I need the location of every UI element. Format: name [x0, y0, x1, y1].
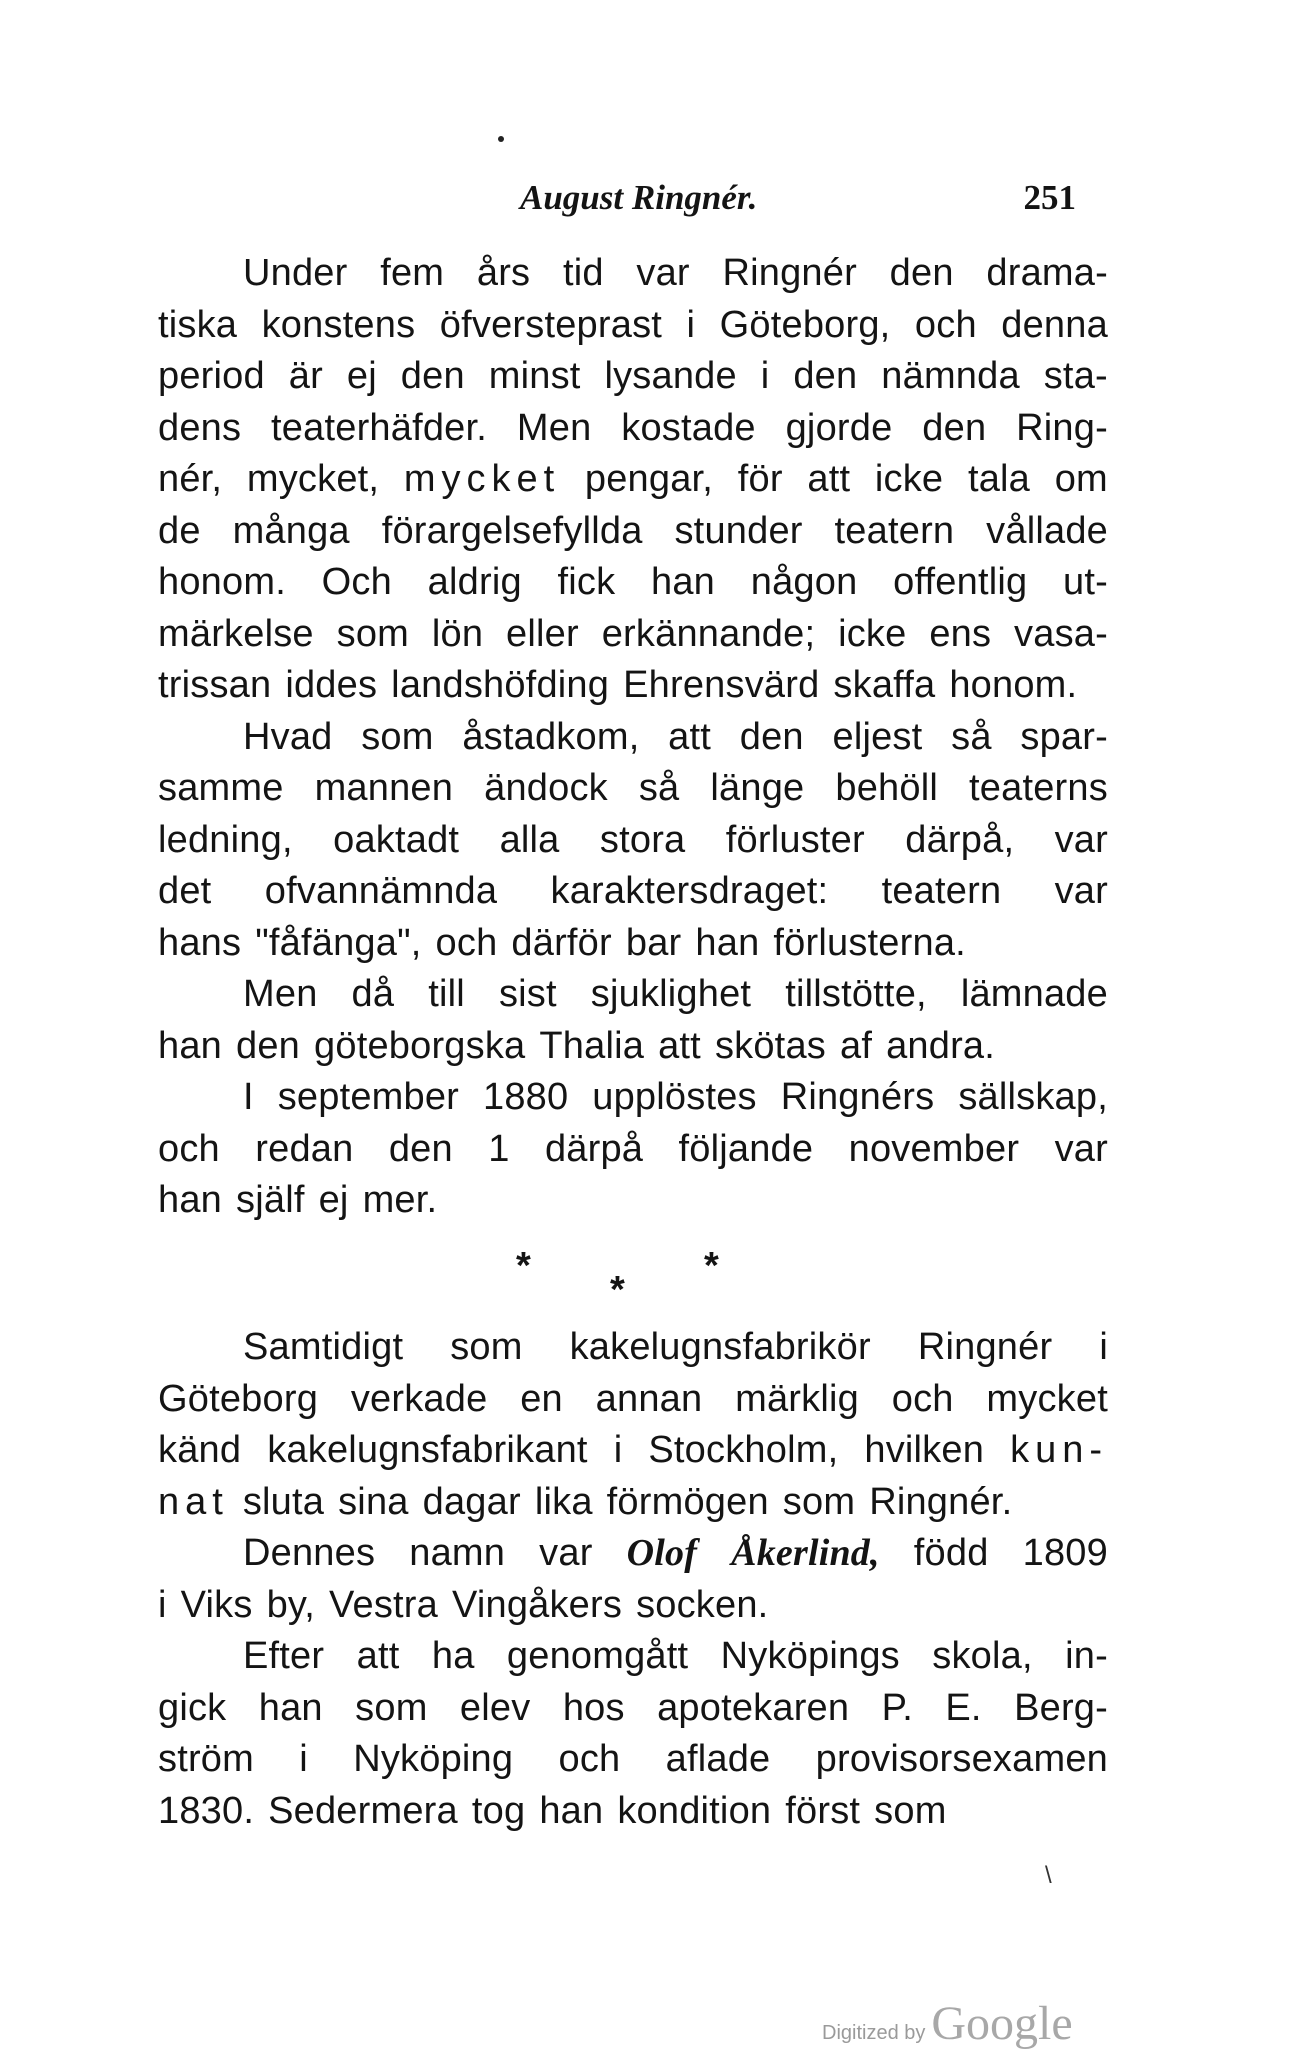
word: och: [158, 1127, 220, 1170]
word: följande: [678, 1127, 814, 1170]
text-line: [158, 1072, 1108, 1124]
word: Åkerlind,: [731, 1532, 880, 1574]
text-line: [158, 1786, 1108, 1838]
word: landshöfding: [391, 664, 610, 706]
separator-star: *: [704, 1245, 719, 1287]
word: var: [1054, 1127, 1108, 1170]
word: Ring-: [1016, 406, 1108, 449]
word: förluster: [725, 818, 865, 861]
word: upplöstes: [592, 1076, 757, 1118]
word: som: [361, 715, 434, 758]
word: Göteborg: [158, 1377, 319, 1420]
word: att: [668, 715, 712, 758]
word: förargelsefyllda: [381, 509, 643, 552]
word: var: [1054, 870, 1108, 912]
word: hos: [562, 1686, 625, 1729]
word: icke: [838, 612, 907, 655]
word: först: [785, 1789, 861, 1832]
word: Ringnér: [722, 252, 857, 294]
word: aldrig: [427, 561, 522, 603]
word: vasa-: [1014, 612, 1108, 655]
word: om: [1054, 458, 1108, 500]
word: han: [539, 1789, 604, 1832]
word: Nyköping: [353, 1738, 514, 1780]
word: Berg-: [1014, 1686, 1108, 1729]
word: års: [476, 252, 531, 294]
word: pengar,: [584, 458, 714, 500]
word: ut-: [1063, 561, 1108, 603]
word: därpå,: [905, 818, 1015, 861]
word: by,: [266, 1583, 316, 1626]
word: och: [435, 921, 498, 964]
word: Hvad: [243, 715, 333, 758]
word: den: [739, 715, 804, 758]
word: gjorde: [785, 406, 893, 449]
text-line: [158, 1425, 1108, 1477]
text-line: [158, 866, 1108, 918]
word: som: [336, 612, 410, 655]
running-head: [160, 178, 1100, 228]
word: så: [951, 715, 992, 758]
word: 1880: [482, 1076, 569, 1118]
text-line: [158, 969, 1108, 1021]
word: teatern: [834, 509, 955, 552]
word: socken.: [636, 1583, 769, 1626]
word: teatern: [881, 870, 1002, 912]
word: in-: [1065, 1635, 1108, 1677]
text-line: [158, 1021, 1108, 1073]
word: kakelugnsfabrikör: [569, 1326, 871, 1368]
word: ha: [431, 1635, 475, 1677]
word: stunder: [674, 509, 803, 552]
word: den: [236, 1024, 301, 1067]
word: öfversteprast: [439, 303, 663, 346]
word: i: [299, 1738, 308, 1780]
word: redan: [255, 1127, 354, 1170]
word: den: [793, 355, 858, 397]
word: att: [658, 1024, 701, 1067]
body-text-part2: [158, 1322, 1108, 1837]
word: därpå: [544, 1127, 644, 1170]
word: någon: [750, 561, 858, 603]
text-line: [158, 454, 1108, 506]
word: iddes: [285, 664, 378, 706]
word: Under: [243, 252, 348, 294]
word: de: [158, 509, 201, 552]
word: i: [613, 1429, 623, 1471]
word: sist: [498, 973, 557, 1015]
word: som: [874, 1789, 947, 1832]
word: det: [158, 870, 212, 912]
word: den: [889, 252, 954, 294]
word: den: [388, 1127, 453, 1170]
word: tid: [562, 252, 604, 294]
word: han: [258, 1686, 323, 1729]
word: åstadkom,: [462, 715, 640, 758]
word: hans: [158, 921, 242, 964]
text-line: [158, 1374, 1108, 1426]
word: teaterhäfder.: [271, 406, 488, 449]
word: mycket,: [246, 458, 380, 500]
word: honom.: [158, 561, 286, 603]
word: aflade: [665, 1738, 771, 1780]
text-line: [158, 660, 1108, 712]
word: Ringnér.: [869, 1480, 1013, 1523]
word: bar: [625, 921, 682, 964]
word: drama-: [986, 252, 1108, 294]
word: som: [450, 1326, 523, 1368]
text-line: [158, 712, 1108, 764]
word: annan: [595, 1377, 703, 1420]
word: Thalia: [539, 1024, 645, 1067]
word: behöll: [835, 767, 939, 809]
word: ej: [318, 1179, 349, 1221]
word: hvilken: [864, 1429, 985, 1471]
word: 1809: [1022, 1532, 1108, 1574]
word: Ehrensvärd: [623, 664, 820, 706]
word: vållade: [986, 509, 1108, 552]
word: ens: [929, 612, 992, 655]
word: så: [638, 767, 680, 809]
digitized-watermark: [822, 1996, 1073, 2051]
word: ström: [158, 1738, 254, 1780]
word: 1830.: [158, 1789, 255, 1832]
word: minst: [488, 355, 581, 397]
word: skola,: [932, 1635, 1033, 1677]
text-line: [158, 609, 1108, 661]
word: och: [891, 1377, 954, 1420]
word: provisorsexamen: [815, 1738, 1108, 1780]
word: Göteborg,: [719, 303, 891, 346]
word: skaffa: [833, 664, 936, 706]
word: spar-: [1020, 715, 1108, 758]
word: af: [839, 1024, 873, 1067]
word: karaktersdraget:: [550, 870, 829, 912]
section-separator: [500, 1245, 760, 1311]
word: var: [539, 1532, 593, 1574]
word: andra.: [886, 1024, 996, 1067]
word: att: [807, 458, 851, 500]
body-text-part1: [158, 248, 1108, 1227]
text-line: [158, 918, 1108, 970]
word: Men: [516, 406, 592, 449]
word: förlusterna.: [773, 921, 966, 964]
text-line: [158, 248, 1108, 300]
word: september: [277, 1076, 460, 1118]
word: märklig: [735, 1377, 859, 1420]
word: som: [782, 1480, 856, 1523]
separator-star: *: [516, 1245, 531, 1287]
word: gick: [158, 1686, 227, 1729]
word: och: [558, 1738, 621, 1780]
word: Ringnér: [917, 1326, 1053, 1368]
text-line: [158, 557, 1108, 609]
word: var: [636, 252, 690, 294]
word: märkelse: [158, 612, 314, 655]
word: tog: [471, 1789, 526, 1832]
word: han: [158, 1179, 223, 1221]
word: Olof: [626, 1532, 698, 1574]
word: elev: [459, 1686, 531, 1729]
word: den: [400, 355, 465, 397]
word: i: [158, 1583, 167, 1626]
word: fem: [380, 252, 445, 294]
word: i: [686, 303, 696, 346]
word: Vingåkers: [451, 1583, 623, 1626]
word: Viks: [180, 1583, 253, 1626]
word: han: [158, 1024, 223, 1067]
word: tiska: [158, 303, 238, 346]
word: stora: [599, 818, 686, 861]
word: 1: [488, 1127, 510, 1170]
word: till: [428, 973, 465, 1015]
word: sjuklighet: [590, 973, 752, 1015]
word: Men: [243, 973, 318, 1015]
digitized-label: Digitized by: [822, 2022, 926, 2044]
word: konstens: [261, 303, 416, 346]
word: namn: [409, 1532, 506, 1574]
word: därför: [511, 921, 612, 964]
word: fick: [557, 561, 616, 603]
word: var: [1054, 818, 1108, 861]
word: I: [243, 1076, 254, 1118]
word: Stockholm,: [648, 1429, 839, 1471]
word: Nyköpings: [720, 1635, 900, 1677]
word: kakelugnsfabrikant: [267, 1429, 588, 1471]
text-line: [158, 1580, 1108, 1632]
text-line: [158, 1683, 1108, 1735]
word: han: [695, 921, 760, 964]
word: Dennes: [243, 1532, 376, 1574]
word: lika: [534, 1480, 593, 1523]
word: sina: [338, 1480, 409, 1523]
word: trissan: [158, 664, 272, 706]
word: förmögen: [606, 1480, 769, 1523]
word: nat: [158, 1480, 229, 1523]
ink-speck: [498, 136, 504, 142]
word: Ringnérs: [780, 1076, 935, 1118]
word: själf: [236, 1179, 305, 1221]
word: Sedermera: [268, 1789, 458, 1832]
separator-star: *: [610, 1269, 625, 1311]
word: sluta: [242, 1480, 325, 1523]
stray-mark: \: [1045, 1862, 1052, 1889]
word: ändock: [484, 767, 608, 809]
word: genomgått: [506, 1635, 689, 1677]
word: mycket: [403, 458, 561, 500]
word: känd: [158, 1429, 242, 1471]
word: och: [914, 303, 977, 346]
word: nér,: [158, 458, 223, 500]
word: kondition: [617, 1789, 772, 1832]
word: en: [520, 1377, 563, 1420]
word: lämnade: [960, 973, 1108, 1015]
text-line: [158, 1528, 1108, 1580]
word: lön: [431, 612, 484, 655]
word: lysande: [604, 355, 737, 397]
word: verkade: [350, 1377, 488, 1420]
text-line: [158, 1631, 1108, 1683]
word: honom.: [949, 664, 1078, 706]
word: tillstötte,: [785, 973, 927, 1015]
text-line: [158, 300, 1108, 352]
word: dagar: [422, 1480, 521, 1523]
text-line: [158, 351, 1108, 403]
page-number: 251: [1023, 178, 1076, 217]
word: sta-: [1043, 355, 1108, 397]
word: Samtidigt: [243, 1326, 404, 1368]
google-logo: Google: [931, 1997, 1073, 2050]
word: Vestra: [329, 1583, 438, 1626]
text-line: [158, 1477, 1108, 1529]
word: eljest: [832, 715, 923, 758]
word: november: [848, 1127, 1020, 1170]
word: mer.: [362, 1179, 438, 1221]
word: kun-: [1010, 1429, 1108, 1471]
word: offentlig: [893, 561, 1028, 603]
word: i: [760, 355, 770, 397]
word: denna: [1001, 303, 1108, 346]
word: tala: [967, 458, 1031, 500]
word: teaterns: [969, 767, 1108, 809]
text-line: [158, 1734, 1108, 1786]
word: kostade: [621, 406, 756, 449]
word: ofvannämnda: [264, 870, 498, 912]
word: i: [1099, 1326, 1108, 1368]
text-line: [158, 763, 1108, 815]
word: skötas: [714, 1024, 826, 1067]
word: samme: [158, 767, 284, 809]
word: apotekaren: [657, 1686, 850, 1729]
word: icke: [874, 458, 944, 500]
word: ledning,: [158, 818, 293, 861]
word: som: [355, 1686, 428, 1729]
text-line: [158, 1175, 1108, 1227]
text-line: [158, 1322, 1108, 1374]
word: erkännande;: [601, 612, 816, 655]
word: P.: [881, 1686, 913, 1729]
text-line: [158, 403, 1108, 455]
word: då: [351, 973, 395, 1015]
word: "fåfänga",: [255, 921, 422, 964]
word: den: [922, 406, 987, 449]
word: ej: [346, 355, 377, 397]
word: länge: [710, 767, 805, 809]
running-title: August Ringnér.: [520, 178, 758, 217]
word: han: [651, 561, 716, 603]
word: nämnda: [881, 355, 1020, 397]
word: mycket: [986, 1377, 1108, 1420]
word: alla: [499, 818, 560, 861]
word: född: [913, 1532, 989, 1574]
text-line: [158, 815, 1108, 867]
word: period: [158, 355, 265, 397]
word: dens: [158, 406, 242, 449]
word: att: [356, 1635, 400, 1677]
word: Och: [321, 561, 392, 603]
word: många: [232, 509, 350, 552]
word: är: [288, 355, 323, 397]
text-line: [158, 506, 1108, 558]
word: E.: [945, 1686, 982, 1729]
word: sällskap,: [958, 1076, 1108, 1118]
word: göteborgska: [314, 1024, 526, 1067]
word: Efter: [243, 1635, 325, 1677]
word: mannen: [314, 767, 454, 809]
word: oaktadt: [333, 818, 460, 861]
text-line: [158, 1124, 1108, 1176]
word: för: [737, 458, 783, 500]
word: eller: [506, 612, 579, 655]
